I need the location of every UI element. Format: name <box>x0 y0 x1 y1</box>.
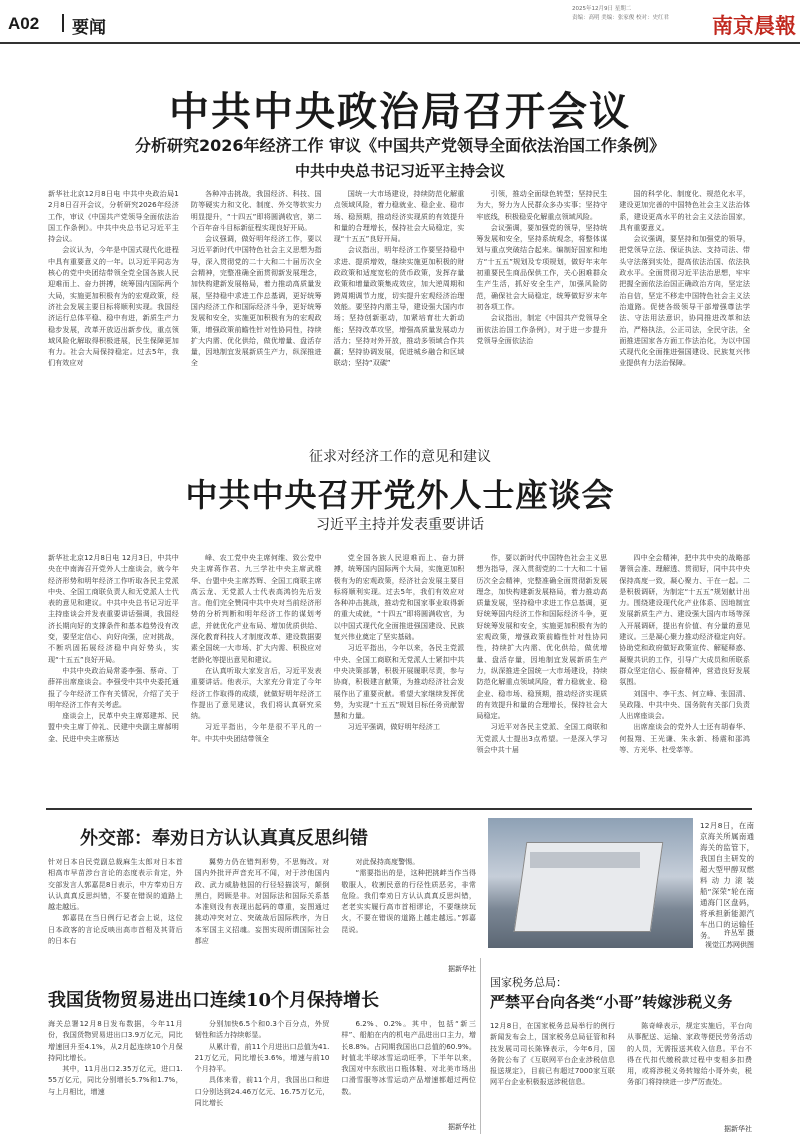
story3-body <box>48 856 476 964</box>
story4-source: 据新华社 <box>448 1123 476 1131</box>
paragraph: 会议强调，要加强党的领导，坚持统筹发展和安全，坚持系统观念，将整体谋划与重点突破结合起来。编制好国家和地方“十五五”规划及专项规划，做好年末年初重要民生商品保供工作，关心困难群众生产生活，抓好安全生产，加强风险防范，确保社会大局稳定，统筹做好岁末年初各项工作。 <box>476 222 608 311</box>
story5-headline: 严禁平台向各类“小哥”转嫁涉税义务 <box>490 993 733 1011</box>
story3-column <box>341 856 476 964</box>
paragraph: 作，要以新时代中国特色社会主义思想为指导，深入贯彻党的二十大和二十届历次全会精神，完整准确全面贯彻新发展理念，加快构建新发展格局，着力推动高质量发展，坚持稳中求进工作总基调，更好统筹国内经济工作和国际经济斗争，更好统筹发展和安全，实施更加积极有为的宏观政策，增强政策前瞻性针对性协同性，持续扩大内需、优化供给，做优增量、盘活存量，因地制宜发展新质生产力，纵深推进全国统一大市场建设，持续防范化解重点领域风险，着力稳就业、稳企业、稳市场、稳预期，推动经济实现质的有效提升和量的合理增长，保持社会大局稳定。 <box>476 553 608 721</box>
story3-source: 据新华社 <box>448 965 476 973</box>
story3-headline: 外交部：奉劝日方认认真真反思纠错 <box>80 828 368 849</box>
paragraph: 对此保持高度警惕。 <box>355 857 420 866</box>
story1-headline: 中共中央政治局召开会议 <box>169 88 631 135</box>
paragraph: 会议指出，制定《中国共产党领导全面依法治国工作条例》，对于进一步提升党领导全面依法治 <box>476 313 608 345</box>
issue-date: 2025年12月9日 星期二 <box>572 6 632 12</box>
story4-column <box>341 1018 476 1122</box>
paragraph: 翼势力仍在错判形势，不思悔改。对国内外批评声音充耳不闻，对于涉他国内政、武力威胁他国的行径轻描淡写，颠倒黑白，罔顾是非。对国际法和国际关系基本准则没有表现出起码的尊重，妄图通过挑动冲突对立、突破战后国际秩序，为日本军国主义招魂。妄图实现所谓国际社会都应 <box>194 857 330 946</box>
story5-column <box>490 1020 615 1122</box>
story4-column <box>195 1018 330 1122</box>
paragraph: 国的科学化、制度化、规范化水平，建设更加完善的中国特色社会主义法治体系，建设更高水平的社会主义法治国家，具有重要意义。 <box>619 189 750 232</box>
story5-body <box>490 1020 752 1122</box>
paragraph: 会议强调，做好明年经济工作，要以习近平新时代中国特色社会主义思想为指导，深入贯彻党的二十大和二十届历次全会精神，完整准确全面贯彻新发展理念，加快构建新发展格局，着力推动高质量发展，坚持稳中求进工作总基调，更好统筹国内经济工作和国际经济斗争，更好统筹发展和安全，实施更加积极有为的宏观政策，增强政策前瞻性针对性协同性，持续扩大内需、优化供给，做优增量、盘活存量，因地制宜发展新质生产力，纵深推进全 <box>190 234 322 368</box>
paragraph: 会议认为，今年是中国式现代化进程中具有重要意义的一年。以习近平同志为核心的党中央团结带领全党全国各族人民迎难而上、奋力拼搏，统筹国内国际两个大局，实施更加积极有为的宏观政策，经济社会发展主要目标将顺利实现。我国经济运行总体平稳、稳中有进，新质生产力稳步发展，改革开放迈出新步伐，重点领域风险化解取得积极进展，民生保障更加有力。社会大局保持稳定。过去5年，我们有效应对 <box>48 245 179 368</box>
paragraph: 刘国中、李干杰、何立峰、张国清、吴政隆、中共中央、国务院有关部门负责人出席座谈会。 <box>619 688 750 721</box>
paragraph: 郭嘉昆在当日例行记者会上说，这位日本政客的言论反映出高市首相及其背后的日本右 <box>48 913 183 946</box>
paragraph: 习近平强调，做好明年经济工 <box>347 722 440 732</box>
story2-body <box>48 552 750 804</box>
story2-column <box>48 552 179 804</box>
story3-column <box>195 856 330 964</box>
photo-credit-author: 许丛军 摄 <box>723 929 754 937</box>
paragraph: 出席座谈会的党外人士还有胡春华、何报翔、王光谦、朱永新、杨震和邵鸿等、方光华、杜受莘等。 <box>619 722 750 755</box>
paragraph: 新华社北京12月8日电 中共中央政治局12月8日召开会议，分析研究2026年经济工作，审议《中国共产党领导全面依法治国工作条例》。中共中央总书记习近平主持会议。 <box>48 189 179 244</box>
photo-credit-agency: 视觉江苏网供图 <box>705 941 754 949</box>
paragraph: 习近平指出，今年以来，各民主党派中央、全国工商联和无党派人士紧扣中共中央决策部署，积极开展履职尽责，参与协商，积极建言献策，为推动经济社会发展作出了重要贡献。希望大家继续发挥优势，为实现“十五五”规划目标任务贡献智慧和力量。 <box>333 643 465 721</box>
paragraph: 分别加快6.5个和0.3个百分点，外贸韧性和活力持续彰显。 <box>194 1019 330 1040</box>
paragraph: 座谈会上，民革中央主席郑建邦、民盟中央主席丁仲礼、民建中央副主席郝明金、民进中央主席蔡达 <box>48 711 179 743</box>
paragraph: 12月8日，在国家税务总局举行的例行新闻发布会上，国家税务总局征管和科技发展司司长陈锋表示，今年6月，国务院公布了《互联网平台企业涉税信息报送规定》，目前已有超过7000家互联网平台企业积极报送涉税信息。 <box>490 1021 615 1087</box>
story1-column <box>48 188 179 414</box>
story1-body <box>48 188 750 414</box>
paragraph: 其中，11月出口2.35万亿元，进口1.55万亿元，同比分别增长5.7%和1.7%，与上月相比，增速 <box>48 1064 183 1096</box>
story2-column <box>334 552 465 804</box>
paragraph: 针对日本自民党副总裁麻生太郎对日本首相高市早苗涉台言论的态度表示肯定，外交部发言人郭嘉昆8日表示，中方奉劝日方认认真真反思纠错，不要在错误的道路上越走越远。 <box>48 857 183 912</box>
paragraph: 6.2%、0.2%。其中，包括“新三样”、船舶在内的机电产品进出口主力，增长8.8%。占同期我国出口总值的60.9%。时值北半球冰雪运动旺季，下半年以来，我国对中东欧出口瓶体鞋、对北美市场出口滑雪服等冰雪运动产品增速都超过两位数。 <box>341 1019 477 1096</box>
story4-body <box>48 1018 476 1122</box>
ship-deck <box>530 852 640 868</box>
story3-column <box>48 856 183 964</box>
story2-column <box>619 552 750 804</box>
story4-headline: 我国货物贸易进出口连续10个月保持增长 <box>48 990 380 1011</box>
paragraph: 各种冲击挑战，我国经济、科技、国防等硬实力和文化、制度、外交等软实力明显提升，“十四五”即将圆满收官，第二个百年奋斗目标新征程实现良好开局。 <box>190 189 322 232</box>
paragraph: 四中全会精神，把中共中央的战略部署领会准、理解透、贯彻好，同中共中央保持高度一致，凝心聚力、干在一起。二是积极调研，为制定“十五五”规划献计出力。围绕建设现代化产业体系、因地制宜发展新质生产力、建设强大国内市场等深入开展调研，提出有价值、有分量的意见建议。三是凝心聚力推动经济稳定向好。协助党和政府做好政策宣传、解疑释惑、凝聚共识的工作，引导广大成员和所联系群众坚定信心、振奋精神，营造良好发展氛围。 <box>619 553 750 687</box>
story2-subhead: 习近平主持并发表重要讲话 <box>316 517 484 533</box>
story5-kicker: 国家税务总局： <box>490 976 567 989</box>
story2-kicker: 征求对经济工作的意见和建议 <box>309 449 491 465</box>
paragraph: 习近平对各民主党派、全国工商联和无党派人士提出3点希望。一是深入学习领会中共十届 <box>476 722 608 755</box>
paragraph: 会议强调，要坚持和加强党的领导，把党领导立法、保证执法、支持司法、带头守法落到实处，提高依法治国、依法执政水平。全面贯彻习近平法治思想，牢牢把握全面依法治国正确政治方向，坚定法治自信，坚定不移走中国特色社会主义法治道路。促使各级领导干部增强尊法学法、守法用法意识，协同推进改革和法治，严格执法，公正司法，全民守法，全面推进国家各方面工作法治化，为以中国式现代化全面推进强国建设、民族复兴伟业提供有力法治保障。 <box>619 234 750 368</box>
header-divider <box>62 14 64 32</box>
newspaper-logo: 南京晨報 <box>712 13 796 38</box>
column-divider <box>480 958 481 1134</box>
paragraph: 在认真听取大家发言后，习近平发表重要讲话。他表示，大家充分肯定了今年经济工作取得的成绩，就做好明年经济工作提出了意见建议，我们将认真研究采纳。 <box>190 665 322 721</box>
paragraph: 引领，推动全面绿色转型；坚持民生为大，努力为人民群众多办实事；坚持守牢底线，积极稳妥化解重点领域风险。 <box>476 189 608 221</box>
story5-source: 据新华社 <box>724 1125 752 1133</box>
page-number: A02 <box>8 14 40 33</box>
editors-line: 责编：高明 美编：张家俊 校对：史红君 <box>572 15 669 21</box>
paragraph: 中共中央政治局常委李强、蔡奇、丁薛祥出席座谈会。李强受中共中央委托通报了今年经济工作有关情况，介绍了关于明年经济工作有关考虑。 <box>48 665 179 709</box>
photo-caption: 12月8日，在南京海关所属南通海关的监管下，我国自主研发的超大型甲醇双燃料动力滚装船“深荣”轮在南通海门区盘码，将承担新能源汽车出口的运输任务。 <box>700 821 754 940</box>
story1-subhead2: 中共中央总书记习近平主持会议 <box>294 162 505 180</box>
story2-column <box>476 552 607 804</box>
story1-column <box>476 188 607 414</box>
paragraph: 国统一大市场建设，持续防范化解重点领域风险，着力稳就业、稳企业、稳市场、稳预期，推动经济实现质的有效提升和量的合理增长，保持社会大局稳定，实现“十五五”良好开局。 <box>333 189 465 244</box>
paragraph: 党全国各族人民迎难而上、奋力拼搏，统筹国内国际两个大局，实施更加积极有为的宏观政策，经济社会发展主要目标将顺利实现。过去5年，我们有效应对各种冲击挑战，推动党和国家事业取得新的重大成就，“十四五”即将圆满收官，为以中国式现代化全面推进强国建设、民族复兴伟业奠定了坚实基础。 <box>333 553 465 642</box>
paragraph: 会议指出，明年经济工作要坚持稳中求进、提质增效，继续实施更加积极的财政政策和适度宽松的货币政策，发挥存量政策和增量政策集成效应，加大逆周期和跨周期调节力度，切实提升宏观经济治理效能。要坚持内需主导，建设强大国内市场；坚持创新驱动，加紧培育壮大新动能；坚持改革攻坚，增强高质量发展动力活力；坚持对外开放，推动多领域合作共赢；坚持协调发展，促进城乡融合和区域联动；坚持“双碳” <box>333 245 465 368</box>
paragraph: 峰、农工党中央主席何维、致公党中央主席蒋作君、九三学社中央主席武维华、台盟中央主席苏辉、全国工商联主席高云龙、无党派人士代表高鸿钧先后发言。他们完全赞同中共中央对当前经济形势的分析判断和明年经济工作的谋划考虑，并就优化产业布局、增加优质供给、深化教育科技人才制度改革、建设数据要素全国统一大市场、扩大内需、积极应对老龄化等提出意见和建议。 <box>190 553 322 664</box>
paragraph: 从累计看，前11个月进出口总值为41.21万亿元，同比增长3.6%，增速与前10个月持平。 <box>194 1041 330 1074</box>
story1-subhead: 分析研究2026年经济工作 审议《中国共产党领导全面依法治国工作条例》 <box>134 136 666 155</box>
paragraph: 新华社北京12月8日电 12月3日，中共中央在中南海召开党外人士座谈会，就今年经济形势和明年经济工作听取各民主党派中央、全国工商联负责人和无党派人士代表的意见和建议。中共中央总书记习近平主持座谈会并发表重要讲话强调，我国经济长期向好的支撑条件和基本趋势没有改变，要坚定信心、向好向强，应对挑战，不断巩固拓展经济稳中向好势头，实现“十五五”良好开局。 <box>48 553 179 664</box>
paragraph: 海关总署12月8日发布数据，今年11月份，我国货物贸易进出口3.9万亿元，同比增速回升至4.1%，从2月起连续10个月保持同比增长。 <box>48 1019 183 1062</box>
story4-column <box>48 1018 183 1122</box>
header-meta <box>572 5 702 23</box>
section-name: 要闻 <box>72 18 106 38</box>
story2-column <box>191 552 322 804</box>
paragraph: 习近平指出，今年是很不平凡的一年。中共中央团结带领全 <box>190 722 322 743</box>
story1-column <box>191 188 322 414</box>
story1-column <box>334 188 465 414</box>
story1-column <box>619 188 750 414</box>
story5-column <box>627 1020 752 1122</box>
page-header <box>0 0 800 44</box>
paragraph: 陈奇峰表示，规定实施后，平台向从事配送、运输、家政等便民劳务活动的人员，无需报送其收入信息。平台不得在代扣代缴税款过程中变相多扣费用，或将涉税义务转嫁给小哥外卖，税务部门将持续进一步严厉查处。 <box>627 1021 752 1087</box>
story2-headline: 中共中央召开党外人士座谈会 <box>185 476 615 514</box>
paragraph: “需要指出的是，这种把挑衅当作当得敬服人，收割民意的行径性质恶劣，非常危险。我们奉劝日方认认真真反思纠错，老老实实履行高市首相谬论，不要继续玩火，不要在错误的道路上越走越远。”郭嘉昆说。 <box>341 868 477 934</box>
section-rule <box>46 808 752 810</box>
paragraph: 具体来看，前11个月，我国出口和进口分别达到24.46万亿元、16.75万亿元，同比增长 <box>194 1075 330 1108</box>
